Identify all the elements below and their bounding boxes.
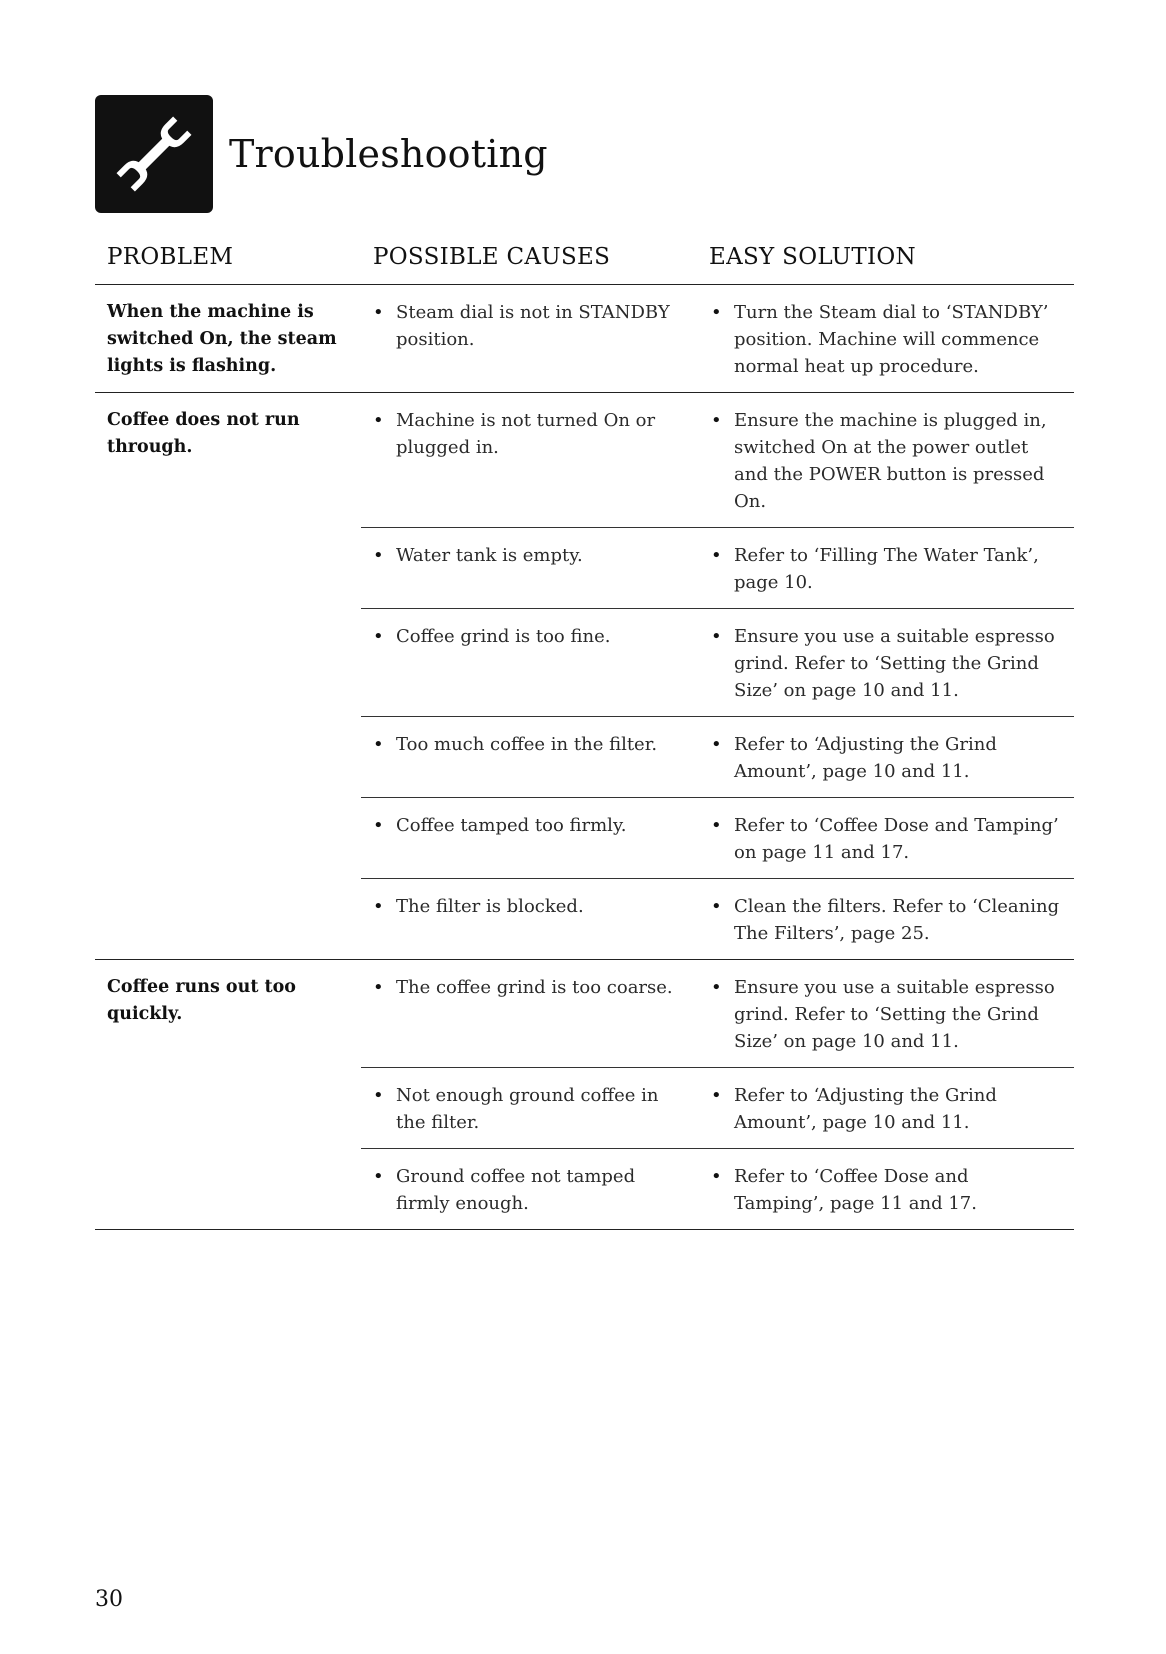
column-header-problem: PROBLEM — [107, 244, 234, 270]
bullet-icon: • — [711, 410, 722, 431]
solution-cell — [697, 893, 1074, 947]
page-number: 30 — [95, 1587, 123, 1612]
cause-cell-text: The coffee grind is too coarse. — [396, 977, 673, 998]
bullet-icon: • — [373, 302, 384, 323]
cause-cell-text: Machine is not turned On or plugged in. — [396, 410, 656, 458]
table-row — [361, 717, 1074, 798]
solution-cell-text: Refer to ‘Adjusting the Grind Amount’, page 10 and 11. — [734, 1085, 997, 1133]
bullet-icon: • — [373, 1085, 384, 1106]
cause-cell — [361, 812, 697, 866]
bullet-icon: • — [373, 734, 384, 755]
table-row — [361, 393, 1074, 528]
column-header-easy-solution: EASY SOLUTION — [709, 244, 916, 270]
solution-cell-text: Refer to ‘Adjusting the Grind Amount’, page 10 and 11. — [734, 734, 997, 782]
solution-cell-text: Refer to ‘Filling The Water Tank’, page 10. — [734, 545, 1039, 593]
solution-cell — [697, 1082, 1074, 1136]
cause-cell-text: Ground coffee not tamped firmly enough. — [396, 1166, 636, 1214]
bullet-icon: • — [711, 1085, 722, 1106]
solution-cell-text: Ensure you use a suitable espresso grind. Refer to ‘Setting the Grind Size’ on page 10 and 11. — [734, 626, 1055, 701]
column-header-possible-causes: POSSIBLE CAUSES — [373, 244, 611, 270]
bullet-icon: • — [711, 302, 722, 323]
bullet-icon: • — [373, 896, 384, 917]
cause-cell-text: Coffee grind is too fine. — [396, 626, 611, 647]
solution-cell-text: Refer to ‘Coffee Dose and Tamping’ on page 11 and 17. — [734, 815, 1059, 863]
wrench-icon — [108, 108, 200, 200]
bullet-icon: • — [711, 815, 722, 836]
bullet-icon: • — [373, 815, 384, 836]
table-row — [361, 609, 1074, 717]
cause-cell-text: Not enough ground coffee in the filter. — [396, 1085, 659, 1133]
problem-cell: When the machine is switched On, the steam lights is flashing. — [107, 302, 337, 376]
problem-group — [95, 285, 1074, 393]
problem-cell: Coffee runs out too quickly. — [107, 977, 296, 1024]
solution-cell — [697, 542, 1074, 596]
cause-cell — [361, 974, 697, 1055]
cause-cell-text: Steam dial is not in STANDBY position. — [396, 302, 670, 350]
solution-cell-text: Clean the filters. Refer to ‘Cleaning The Filters’, page 25. — [734, 896, 1060, 944]
solution-cell — [697, 623, 1074, 704]
solution-cell — [697, 731, 1074, 785]
bullet-icon: • — [373, 1166, 384, 1187]
page-title: Troubleshooting — [229, 132, 548, 176]
bullet-icon: • — [373, 410, 384, 431]
problem-group — [95, 960, 1074, 1230]
table-row — [361, 285, 1074, 392]
cause-cell-text: The filter is blocked. — [396, 896, 584, 917]
solution-cell — [697, 299, 1074, 380]
bullet-icon: • — [373, 626, 384, 647]
solution-cell-text: Ensure the machine is plugged in, switched On at the power outlet and the POWER button is pressed On. — [734, 410, 1047, 512]
cause-cell — [361, 1163, 697, 1217]
solution-cell — [697, 1163, 1074, 1217]
table-row — [361, 1068, 1074, 1149]
solution-cell-text: Turn the Steam dial to ‘STANDBY’ position. Machine will commence normal heat up procedure. — [734, 302, 1049, 377]
cause-list — [361, 960, 1074, 1229]
table-row — [361, 798, 1074, 879]
cause-cell — [361, 407, 697, 515]
solution-cell — [697, 407, 1074, 515]
table-row — [361, 879, 1074, 959]
problem-cell: Coffee does not run through. — [107, 410, 300, 457]
problem-group — [95, 393, 1074, 960]
cause-cell — [361, 893, 697, 947]
page-header — [95, 95, 548, 213]
cause-cell — [361, 1082, 697, 1136]
cause-cell — [361, 299, 697, 380]
troubleshooting-table — [95, 285, 1074, 1230]
cause-cell-text: Too much coffee in the filter. — [396, 734, 658, 755]
solution-cell-text: Ensure you use a suitable espresso grind. Refer to ‘Setting the Grind Size’ on page 10 and 11. — [734, 977, 1055, 1052]
bullet-icon: • — [711, 545, 722, 566]
table-row — [361, 528, 1074, 609]
cause-list — [361, 285, 1074, 392]
cause-cell — [361, 731, 697, 785]
cause-cell — [361, 623, 697, 704]
bullet-icon: • — [711, 734, 722, 755]
bullet-icon: • — [711, 1166, 722, 1187]
bullet-icon: • — [373, 545, 384, 566]
cause-cell — [361, 542, 697, 596]
cause-cell-text: Coffee tamped too firmly. — [396, 815, 627, 836]
bullet-icon: • — [711, 977, 722, 998]
cause-cell-text: Water tank is empty. — [396, 545, 583, 566]
cause-list — [361, 393, 1074, 959]
table-row — [361, 960, 1074, 1068]
table-header — [95, 244, 1074, 285]
bullet-icon: • — [373, 977, 384, 998]
section-icon-box — [95, 95, 213, 213]
solution-cell — [697, 974, 1074, 1055]
solution-cell — [697, 812, 1074, 866]
table-row — [361, 1149, 1074, 1229]
bullet-icon: • — [711, 626, 722, 647]
solution-cell-text: Refer to ‘Coffee Dose and Tamping’, page 11 and 17. — [734, 1166, 977, 1214]
bullet-icon: • — [711, 896, 722, 917]
